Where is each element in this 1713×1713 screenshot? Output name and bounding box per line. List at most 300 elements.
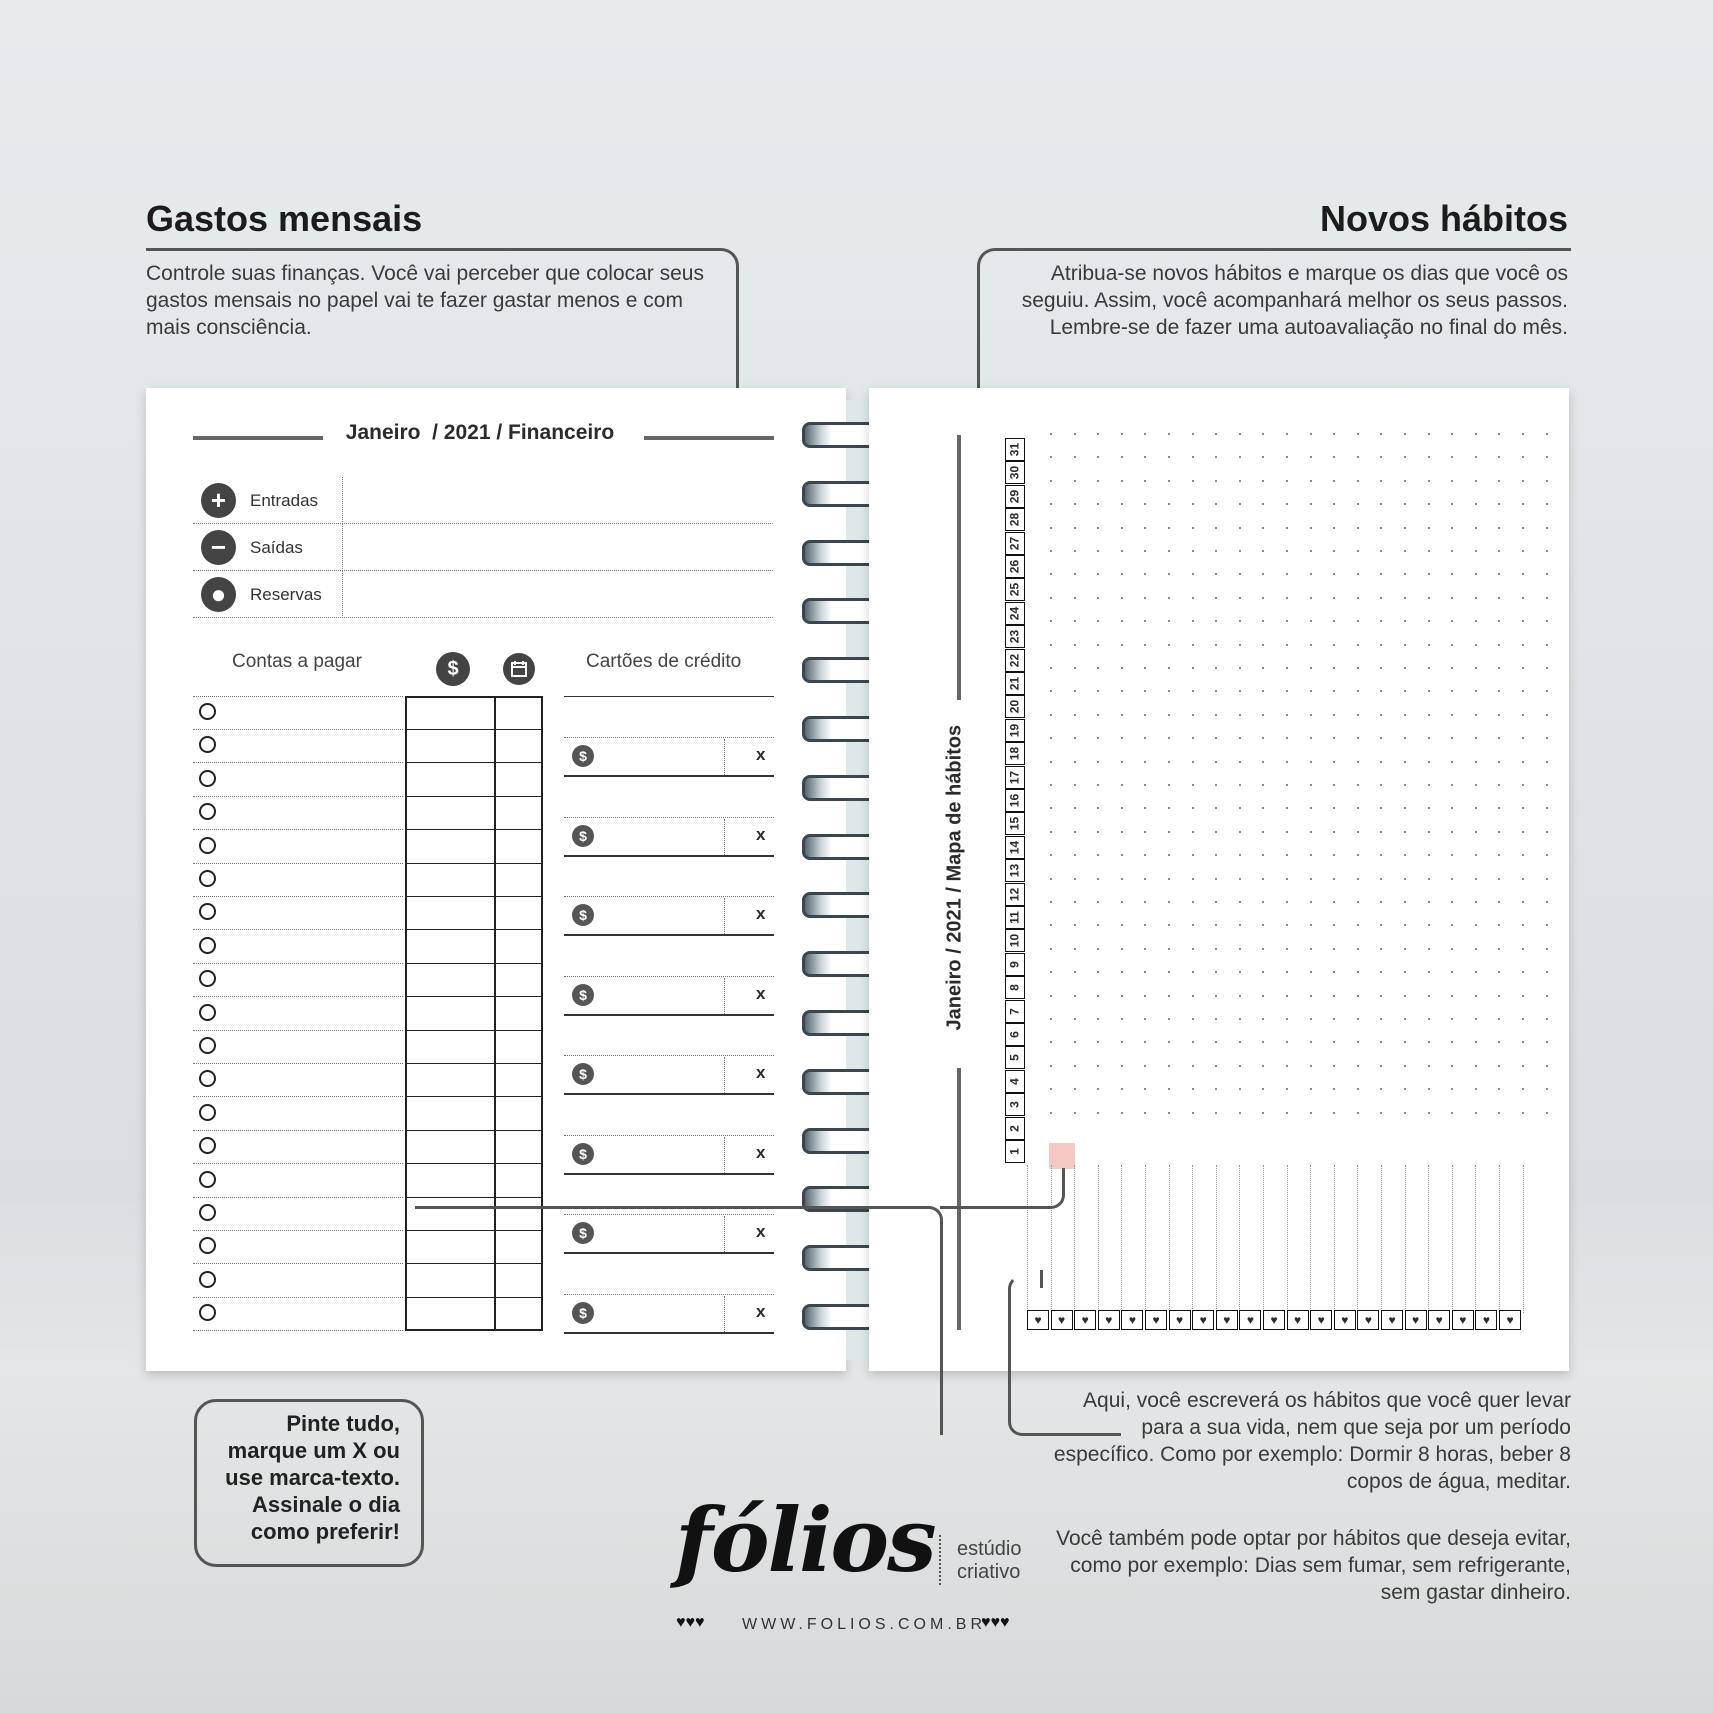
grid-dot [1286,597,1288,599]
day-number: 19 [1007,723,1022,737]
grid-dot [1074,1088,1076,1090]
grid-dot [1074,901,1076,903]
grid-dot [1097,644,1099,646]
grid-dot [1546,597,1548,599]
grid-dot [1121,714,1123,716]
grid-dot [1310,737,1312,739]
grid-dot [1121,597,1123,599]
grid-dot [1404,644,1406,646]
bill-row-line [193,729,403,730]
summary-divider [342,477,343,524]
card-top-line [564,896,774,897]
habit-heart-cell[interactable]: ♥ [1499,1310,1521,1330]
card-dollar-icon: $ [572,1063,594,1085]
grid-dot [1546,503,1548,505]
grid-dot [1428,878,1430,880]
grid-dot [1310,1088,1312,1090]
brand-url: WWW.FOLIOS.COM.BR [742,1616,986,1633]
bill-row-line [193,762,403,763]
grid-dot [1168,1018,1170,1020]
calendar-column-icon [503,653,535,685]
habit-column-line [1192,1165,1193,1313]
grid-dot [1121,550,1123,552]
grid-dot [1286,761,1288,763]
grid-dot [1239,597,1241,599]
grid-dot [1546,1065,1548,1067]
grid-dot [1522,1018,1524,1020]
grid-dot [1475,480,1477,482]
card-input[interactable] [600,978,720,1012]
grid-dot [1546,620,1548,622]
habits-vertical-title: Janeiro / 2021 / Mapa de hábitos [943,724,966,1031]
day-label-box [1005,766,1025,789]
grid-dot [1192,901,1194,903]
grid-dot [1428,1112,1430,1114]
grid-dot [1192,433,1194,435]
grid-dot [1310,620,1312,622]
bill-checkbox[interactable] [199,937,216,954]
grid-dot [1168,714,1170,716]
day-label-box [1005,859,1025,882]
grid-dot [1074,714,1076,716]
summary-input[interactable] [345,479,770,521]
day-number: 1 [1007,1148,1022,1155]
grid-dot [1286,784,1288,786]
card-x-label: x [756,824,766,844]
grid-dot [1428,948,1430,950]
grid-dot [1239,667,1241,669]
day-label-box [1005,953,1025,976]
grid-dot [1050,1018,1052,1020]
grid-dot [1050,761,1052,763]
habit-heart-cell[interactable]: ♥ [1475,1310,1497,1330]
grid-dot [1168,878,1170,880]
grid-dot [1074,995,1076,997]
grid-dot [1121,901,1123,903]
grid-dot [1074,761,1076,763]
grid-dot [1451,527,1453,529]
grid-dot [1522,433,1524,435]
day-label-box [1005,1093,1025,1116]
day-number: 26 [1007,559,1022,574]
grid-dot [1239,714,1241,716]
grid-dot [1310,597,1312,599]
grid-dot [1074,878,1076,880]
grid-dot [1168,901,1170,903]
grid-dot [1310,878,1312,880]
card-x-label: x [756,1063,766,1082]
grid-dot [1475,644,1477,646]
day-label-box [1005,929,1025,952]
day-label-box [1005,719,1025,742]
grid-dot [1192,854,1194,856]
grid-dot [1428,737,1430,739]
grid-dot [1357,433,1359,435]
grid-dot [1121,1018,1123,1020]
habit-column-line [1499,1165,1500,1313]
grid-dot [1522,597,1524,599]
bill-checkbox[interactable] [199,770,216,787]
grid-dot [1404,597,1406,599]
day-label-box [1005,625,1025,648]
bill-checkbox[interactable] [199,1004,216,1021]
summary-input[interactable] [345,573,770,615]
grid-dot [1286,831,1288,833]
cards-header: Cartões de crédito [586,651,742,672]
bill-row-line [193,1063,403,1064]
grid-dot [1215,761,1217,763]
grid-dot [1404,714,1406,716]
grid-dot [1428,761,1430,763]
grid-dot [1239,948,1241,950]
grid-dot [1522,761,1524,763]
grid-dot [1286,1018,1288,1020]
grid-dot [1286,995,1288,997]
day-number: 14 [1007,840,1022,854]
card-divider [724,1137,725,1173]
grid-dot [1546,644,1548,646]
habit-column-line [1287,1165,1288,1313]
habit-column-line [1475,1165,1476,1313]
grid-dot [1522,995,1524,997]
bill-grid-line [405,896,543,897]
grid-dot [1546,550,1548,552]
bill-checkbox[interactable] [199,1271,216,1288]
bill-row-line [193,963,403,964]
habit-column-line [1523,1165,1524,1313]
grid-dot [1310,550,1312,552]
card-top-line [564,737,774,738]
brand-tagline-2: criativo [957,1561,1021,1583]
grid-dot [1310,503,1312,505]
card-input[interactable] [600,1057,720,1091]
grid-dot [1074,503,1076,505]
grid-dot [1074,433,1076,435]
grid-dot [1546,761,1548,763]
brand-logo: fólios [675,1488,935,1592]
grid-dot [1168,597,1170,599]
grid-dot [1286,667,1288,669]
day-number: 17 [1007,770,1022,784]
card-dollar-icon: $ [572,904,594,926]
grid-dot [1475,667,1477,669]
day-label-box [1005,906,1025,929]
grid-dot [1050,831,1052,833]
grid-dot [1310,854,1312,856]
grid-dot [1522,1065,1524,1067]
grid-dot [1333,878,1335,880]
day-number: 10 [1007,934,1022,948]
grid-dot [1192,737,1194,739]
grid-dot [1546,784,1548,786]
day-label-box [1005,883,1025,906]
day-number: 18 [1007,747,1022,761]
bill-checkbox[interactable] [199,1037,216,1054]
grid-dot [1357,667,1359,669]
grid-dot [1475,761,1477,763]
day-number: 7 [1007,1007,1022,1015]
grid-dot [1192,597,1194,599]
grid-dot [1215,644,1217,646]
grid-dot [1050,995,1052,997]
bill-row-line [193,996,403,997]
habit-heart-cell[interactable]: ♥ [1263,1310,1285,1330]
bill-checkbox[interactable] [199,837,216,854]
card-input[interactable] [600,739,720,773]
grid-dot [1239,644,1241,646]
minus-icon: − [201,530,236,565]
grid-dot [1286,1112,1288,1114]
bill-grid-line [405,1130,543,1131]
day-number: 16 [1007,793,1022,808]
bill-checkbox[interactable] [199,870,216,887]
habit-column-line [1121,1165,1122,1313]
grid-dot [1546,714,1548,716]
grid-dot [1121,761,1123,763]
bill-grid-line [405,762,543,763]
card-input[interactable] [600,819,720,853]
grid-dot [1475,1112,1477,1114]
habit-heart-cell[interactable]: ♥ [1121,1310,1143,1330]
grid-dot [1286,878,1288,880]
card-bottom-line [564,934,774,936]
grid-dot [1310,714,1312,716]
habit-heart-cell[interactable]: ♥ [1428,1310,1450,1330]
habit-heart-cell[interactable]: ♥ [1381,1310,1403,1330]
grid-dot [1357,714,1359,716]
grid-dot [1074,831,1076,833]
left-section-title: Gastos mensais [146,198,423,239]
grid-dot [1404,761,1406,763]
habit-heart-cell[interactable]: ♥ [1074,1310,1096,1330]
grid-dot [1428,784,1430,786]
bill-row-line [193,1197,403,1198]
grid-dot [1168,480,1170,482]
grid-dot [1546,948,1548,950]
grid-dot [1074,644,1076,646]
grid-dot [1310,667,1312,669]
bill-grid-line [405,729,543,730]
grid-dot [1074,527,1076,529]
habit-heart-cell[interactable]: ♥ [1192,1310,1214,1330]
card-top-line [564,1055,774,1056]
grid-dot [1192,527,1194,529]
grid-dot [1239,550,1241,552]
day-label-box [1005,1046,1025,1069]
finance-page-title: Janeiro / 2021 / Financeiro [345,421,615,444]
bill-grid-line [405,1096,543,1097]
bill-checkbox[interactable] [199,1204,216,1221]
grid-dot [1357,761,1359,763]
bill-row-line [193,829,403,830]
grid-dot [1192,644,1194,646]
grid-dot [1428,714,1430,716]
brand-hearts-right: ♥♥♥ [981,1614,1010,1631]
habits-vertical-line-top [957,435,961,700]
habit-heart-cell[interactable]: ♥ [1357,1310,1379,1330]
habit-column-line [1334,1165,1335,1313]
grid-dot [1239,784,1241,786]
card-dollar-icon: $ [572,745,594,767]
grid-dot [1215,878,1217,880]
grid-dot [1475,714,1477,716]
grid-dot [1286,480,1288,482]
grid-dot [1333,1112,1335,1114]
grid-dot [1404,550,1406,552]
day-number: 29 [1007,489,1022,503]
grid-dot [1357,527,1359,529]
finance-header-line-left [193,436,323,440]
right-tip-text-1: Aqui, você escreverá os hábitos que você quer levar para a sua vida, nem que seja por um período específico. Como por exemplo: Dormir 8 horas, beber 8 copos de água, meditar. [1053,1389,1571,1493]
grid-dot [1074,667,1076,669]
habit-heart-cell[interactable]: ♥ [1051,1310,1073,1330]
bill-checkbox[interactable] [199,703,216,720]
habit-column-line [1145,1165,1146,1313]
grid-dot [1357,550,1359,552]
day-number: 4 [1007,1077,1022,1085]
grid-dot [1168,784,1170,786]
habit-heart-cell[interactable]: ♥ [1310,1310,1332,1330]
grid-dot [1239,433,1241,435]
grid-dot [1192,1065,1194,1067]
habit-heart-cell[interactable]: ♥ [1452,1310,1474,1330]
grid-dot [1310,831,1312,833]
habit-heart-cell[interactable]: ♥ [1145,1310,1167,1330]
habit-column-line [1428,1165,1429,1313]
grid-dot [1192,1112,1194,1114]
grid-dot [1074,1112,1076,1114]
day-label-box [1005,532,1025,555]
grid-dot [1097,527,1099,529]
grid-dot [1546,995,1548,997]
habit-column-line [1452,1165,1453,1313]
summary-row-line [193,523,773,524]
bills-header: Contas a pagar [232,651,362,672]
habit-heart-cell[interactable]: ♥ [1287,1310,1309,1330]
grid-dot [1310,1018,1312,1020]
grid-dot [1333,644,1335,646]
grid-dot [1286,550,1288,552]
habit-column-line [1405,1165,1406,1313]
habit-heart-cell[interactable]: ♥ [1405,1310,1427,1330]
summary-label: Reservas [250,585,322,604]
grid-dot [1192,480,1194,482]
grid-dot [1168,1112,1170,1114]
bill-grid-line [405,1030,543,1031]
grid-dot [1121,527,1123,529]
grid-dot [1310,901,1312,903]
grid-dot [1192,878,1194,880]
grid-dot [1451,995,1453,997]
grid-dot [1239,995,1241,997]
day-number: 13 [1007,864,1022,878]
grid-dot [1168,831,1170,833]
grid-dot [1404,667,1406,669]
grid-dot [1192,831,1194,833]
grid-dot [1050,784,1052,786]
right-section-description: Atribua-se novos hábitos e marque os dias que você os seguiu. Assim, você acompanhará melhor os seus passos. Lembre-se de fazer uma autoavaliação no final do mês. [1021,262,1568,339]
grid-dot [1333,761,1335,763]
grid-dot [1475,831,1477,833]
day-label-box [1005,1070,1025,1093]
grid-dot [1192,503,1194,505]
bill-row-line [193,796,403,797]
bill-row-line [193,1030,403,1031]
card-input[interactable] [600,898,720,932]
grid-dot [1546,433,1548,435]
habit-column-line [1239,1165,1240,1313]
day-number: 20 [1007,700,1022,714]
day-label-box [1005,789,1025,812]
bill-grid-line [405,863,543,864]
habit-heart-cell[interactable]: ♥ [1098,1310,1120,1330]
day-number: 6 [1007,1031,1022,1038]
summary-input[interactable] [345,526,770,568]
bill-grid-line [405,1163,543,1164]
right-section-title: Novos hábitos [1319,198,1568,239]
habit-column-line [1263,1165,1264,1313]
day-label-box [1005,1140,1025,1163]
habit-heart-cell[interactable]: ♥ [1169,1310,1191,1330]
grid-dot [1475,527,1477,529]
grid-dot [1428,550,1430,552]
habit-heart-cell[interactable]: ♥ [1027,1310,1049,1330]
habits-page [869,388,1569,1371]
grid-dot [1451,644,1453,646]
bill-row-line [193,863,403,864]
grid-dot [1121,784,1123,786]
grid-dot [1546,854,1548,856]
grid-dot [1475,1065,1477,1067]
grid-dot [1192,948,1194,950]
grid-dot [1050,878,1052,880]
card-bottom-line [564,1093,774,1095]
grid-dot [1310,644,1312,646]
bills-top-line [193,696,403,697]
day-number: 3 [1007,1101,1022,1109]
grid-dot [1310,527,1312,529]
grid-dot [1168,644,1170,646]
highlight-callout-connector [940,1168,1065,1209]
grid-dot [1428,971,1430,973]
bill-checkbox[interactable] [199,1171,216,1188]
habit-heart-cell[interactable]: ♥ [1216,1310,1238,1330]
card-input[interactable] [600,1137,720,1171]
grid-dot [1522,1112,1524,1114]
grid-dot [1357,995,1359,997]
grid-dot [1050,667,1052,669]
grid-dot [1428,1088,1430,1090]
grid-dot [1522,784,1524,786]
habit-heart-cell[interactable]: ♥ [1334,1310,1356,1330]
grid-dot [1546,480,1548,482]
grid-dot [1074,854,1076,856]
card-bottom-line [564,855,774,857]
day-label-box [1005,578,1025,601]
grid-dot [1428,1065,1430,1067]
grid-dot [1546,1088,1548,1090]
grid-dot [1286,1065,1288,1067]
grid-dot [1475,550,1477,552]
grid-dot [1192,714,1194,716]
bill-checkbox[interactable] [199,1104,216,1121]
grid-dot [1050,714,1052,716]
grid-dot [1357,1112,1359,1114]
habit-heart-cell[interactable]: ♥ [1239,1310,1261,1330]
grid-dot [1475,995,1477,997]
card-divider [724,1057,725,1093]
grid-dot [1050,948,1052,950]
